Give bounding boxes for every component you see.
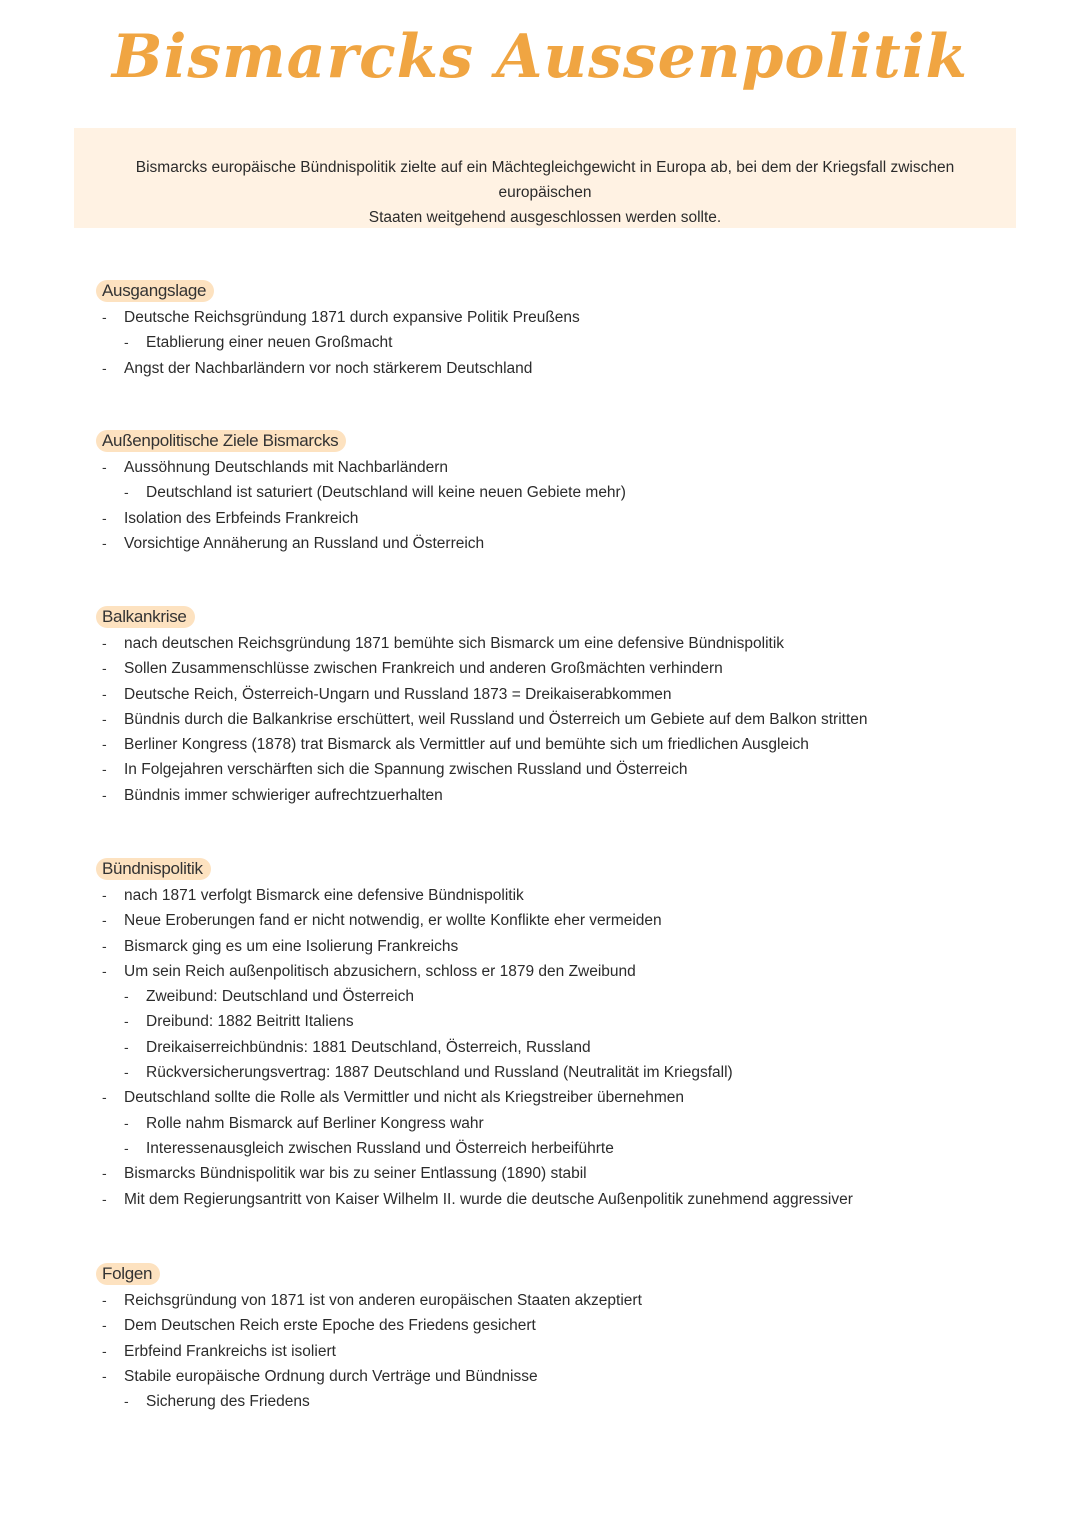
section-heading: Balkankrise	[96, 606, 195, 628]
list-item	[96, 1111, 1036, 1136]
list-item	[96, 656, 1036, 681]
dash-bullet-icon: -	[102, 1190, 107, 1207]
section-balkankrise	[96, 606, 1036, 808]
dash-bullet-icon: -	[102, 761, 107, 778]
dash-bullet-icon: -	[102, 962, 107, 979]
list-item	[96, 984, 1036, 1009]
dash-bullet-icon: -	[102, 635, 107, 651]
list-item-text: Etablierung einer neuen Großmacht	[146, 334, 393, 352]
list-item-text: Neue Eroberungen fand er nicht notwendig, er wollte Konflikte eher vermeiden	[124, 912, 662, 930]
list-item-text: Sollen Zusammenschlüsse zwischen Frankreich und anderen Großmächten verhindern	[124, 660, 723, 678]
list-item	[96, 1288, 1036, 1313]
list-item	[96, 908, 1036, 933]
list-item-text: Mit dem Regierungsantritt von Kaiser Wilhelm II. wurde die deutsche Außenpolitik zunehmend aggressiver	[124, 1190, 853, 1208]
dash-bullet-icon: -	[102, 1089, 107, 1106]
list-item-text: Dreikaiserreichbündnis: 1881 Deutschland, Österreich, Russland	[146, 1038, 591, 1056]
list-item-text: Dem Deutschen Reich erste Epoche des Friedens gesichert	[124, 1317, 536, 1335]
section-heading: Ausgangslage	[96, 280, 214, 302]
list-item	[96, 1035, 1036, 1060]
list-item	[96, 1364, 1036, 1389]
dash-bullet-icon: -	[102, 887, 107, 903]
list-item-text: Zweibund: Deutschland und Österreich	[146, 988, 414, 1006]
list-item	[96, 631, 1036, 656]
list-item-text: Bündnis immer schwieriger aufrechtzuerhalten	[124, 786, 443, 804]
list-item	[96, 1060, 1036, 1085]
list-item	[96, 1085, 1036, 1110]
list-item	[96, 531, 1036, 556]
dash-bullet-icon: -	[102, 1367, 107, 1384]
list-item	[96, 959, 1036, 984]
dash-bullet-icon: -	[102, 1317, 107, 1334]
list-item	[96, 1187, 1036, 1212]
list-item	[96, 934, 1036, 959]
list-item-text: Sicherung des Friedens	[146, 1393, 310, 1411]
list-item	[96, 506, 1036, 531]
page-title: Bismarcks Aussenpolitik	[111, 22, 969, 92]
list-item-text: Bismarcks Bündnispolitik war bis zu seiner Entlassung (1890) stabil	[124, 1165, 587, 1183]
list-item-text: Rolle nahm Bismarck auf Berliner Kongress wahr	[146, 1114, 484, 1132]
dash-bullet-icon: -	[124, 1038, 129, 1055]
dash-bullet-icon: -	[102, 534, 107, 551]
dash-bullet-icon: -	[124, 1064, 129, 1081]
dash-bullet-icon: -	[124, 484, 129, 501]
list-item	[96, 1339, 1036, 1364]
list-item-text: Berliner Kongress (1878) trat Bismarck als Vermittler auf und bemühte sich um friedlichen Ausgleich	[124, 736, 809, 754]
list-item-text: Stabile europäische Ordnung durch Verträge und Bündnisse	[124, 1367, 538, 1385]
list-item	[96, 305, 1036, 330]
list-item	[96, 783, 1036, 808]
list-item	[96, 682, 1036, 707]
list-item-text: Bündnis durch die Balkankrise erschüttert, weil Russland und Österreich um Gebiete auf dem Balkon stritten	[124, 710, 868, 728]
list-item	[96, 480, 1036, 505]
dash-bullet-icon: -	[124, 1393, 129, 1410]
dash-bullet-icon: -	[124, 1013, 129, 1030]
intro-text-line-1: Bismarcks europäische Bündnispolitik zielte auf ein Mächtegleichgewicht in Europa ab, bei dem der Kriegsfall zwischen europäischen	[135, 159, 955, 201]
dash-bullet-icon: -	[102, 1292, 107, 1308]
dash-bullet-icon: -	[102, 736, 107, 753]
bullet-list	[96, 1288, 1036, 1414]
dash-bullet-icon: -	[102, 359, 107, 376]
section-heading: Bündnispolitik	[96, 858, 211, 880]
intro-text-line-2: Staaten weitgehend ausgeschlossen werden sollte.	[368, 209, 722, 226]
list-item-text: Erbfeind Frankreichs ist isoliert	[124, 1342, 336, 1360]
section-aussenpolitische-ziele	[96, 430, 1036, 556]
dash-bullet-icon: -	[124, 1139, 129, 1156]
dash-bullet-icon: -	[102, 1342, 107, 1359]
dash-bullet-icon: -	[102, 309, 107, 325]
bullet-list	[96, 305, 1036, 381]
list-item	[96, 1313, 1036, 1338]
dash-bullet-icon: -	[102, 459, 107, 475]
list-item	[96, 1389, 1036, 1414]
dash-bullet-icon: -	[102, 912, 107, 929]
bullet-list	[96, 631, 1036, 808]
list-item	[96, 1009, 1036, 1034]
list-item	[96, 883, 1036, 908]
list-item-text: Rückversicherungsvertrag: 1887 Deutschland und Russland (Neutralität im Kriegsfall)	[146, 1064, 733, 1082]
list-item	[96, 330, 1036, 355]
list-item	[96, 707, 1036, 732]
section-heading: Außenpolitische Ziele Bismarcks	[96, 430, 346, 452]
list-item	[96, 356, 1036, 381]
dash-bullet-icon: -	[102, 786, 107, 803]
list-item-text: Isolation des Erbfeinds Frankreich	[124, 509, 359, 527]
list-item-text: Deutsche Reichsgründung 1871 durch expansive Politik Preußens	[124, 309, 580, 326]
section-ausgangslage	[96, 280, 1036, 381]
dash-bullet-icon: -	[102, 710, 107, 727]
list-item-text: Deutschland sollte die Rolle als Vermittler und nicht als Kriegstreiber übernehmen	[124, 1089, 685, 1107]
bullet-list	[96, 883, 1036, 1212]
dash-bullet-icon: -	[102, 1165, 107, 1182]
bullet-list	[96, 455, 1036, 556]
list-item	[96, 757, 1036, 782]
list-item-text: Interessenausgleich zwischen Russland und Österreich herbeiführte	[146, 1139, 614, 1157]
list-item-text: Deutschland ist saturiert (Deutschland will keine neuen Gebiete mehr)	[146, 484, 626, 502]
list-item-text: nach 1871 verfolgt Bismarck eine defensive Bündnispolitik	[124, 887, 524, 904]
list-item-text: Deutsche Reich, Österreich-Ungarn und Russland 1873 = Dreikaiserabkommen	[124, 685, 672, 703]
list-item-text: nach deutschen Reichsgründung 1871 bemühte sich Bismarck um eine defensive Bündnispolitik	[124, 635, 785, 652]
dash-bullet-icon: -	[102, 660, 107, 677]
list-item	[96, 1161, 1036, 1186]
list-item-text: Vorsichtige Annäherung an Russland und Österreich	[124, 534, 485, 552]
list-item-text: Bismarck ging es um eine Isolierung Frankreichs	[124, 937, 459, 955]
dash-bullet-icon: -	[124, 1114, 129, 1131]
dash-bullet-icon: -	[124, 334, 129, 351]
list-item-text: Angst der Nachbarländern vor noch stärkerem Deutschland	[124, 359, 533, 377]
list-item	[96, 1136, 1036, 1161]
list-item-text: Reichsgründung von 1871 ist von anderen europäischen Staaten akzeptiert	[124, 1292, 642, 1309]
dash-bullet-icon: -	[102, 509, 107, 526]
list-item-text: In Folgejahren verschärften sich die Spannung zwischen Russland und Österreich	[124, 761, 688, 779]
dash-bullet-icon: -	[102, 685, 107, 702]
section-buendnispolitik	[96, 858, 1036, 1212]
section-folgen	[96, 1263, 1036, 1414]
intro-box	[74, 128, 1016, 228]
list-item-text: Um sein Reich außenpolitisch abzusichern, schloss er 1879 den Zweibund	[124, 962, 636, 980]
list-item-text: Aussöhnung Deutschlands mit Nachbarländern	[124, 459, 448, 476]
list-item	[96, 732, 1036, 757]
list-item-text: Dreibund: 1882 Beitritt Italiens	[146, 1013, 354, 1031]
dash-bullet-icon: -	[124, 988, 129, 1005]
dash-bullet-icon: -	[102, 937, 107, 954]
list-item	[96, 455, 1036, 480]
section-heading: Folgen	[96, 1263, 160, 1285]
